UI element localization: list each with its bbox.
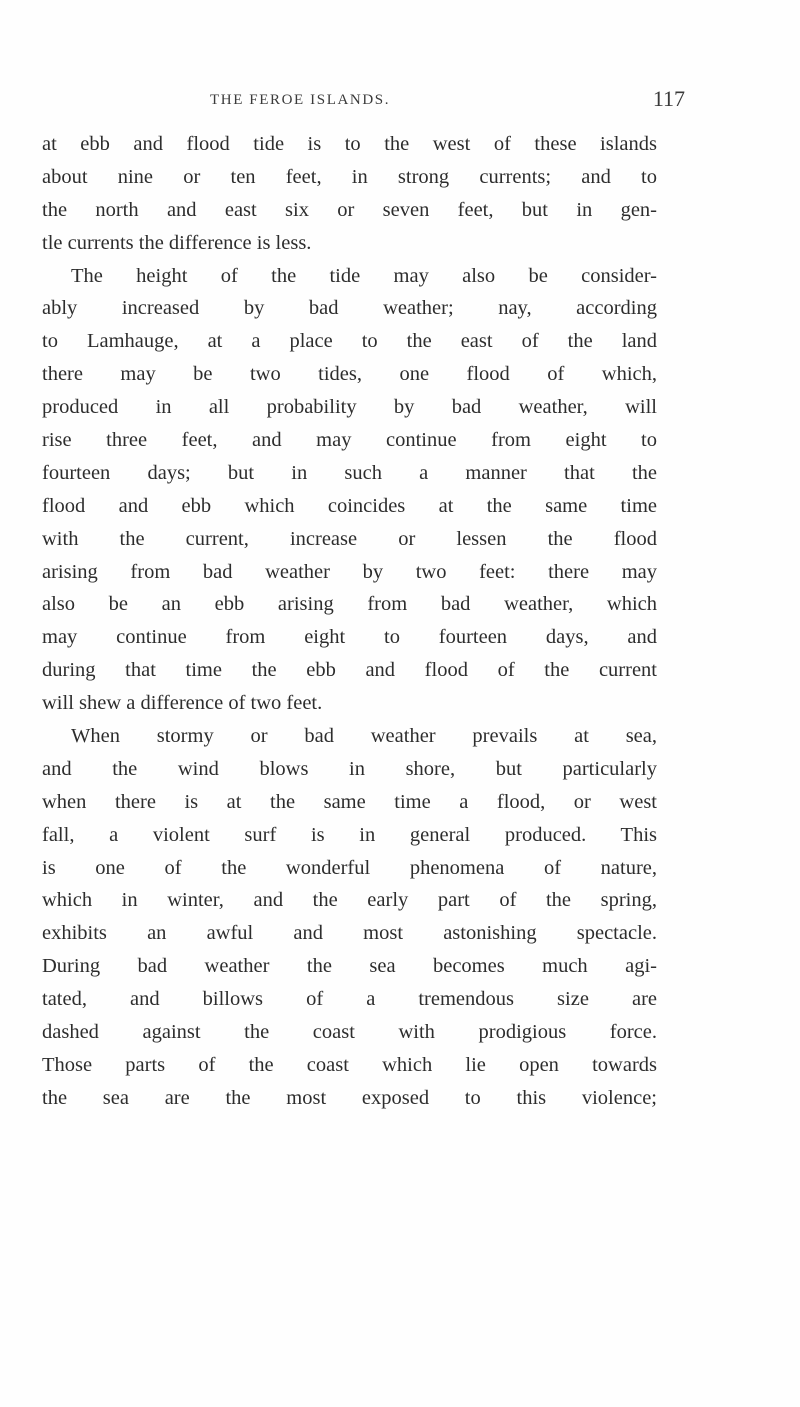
text-line: during that time the ebb and flood of the current [42,659,657,682]
text-line: tle currents the difference is less. [42,231,312,254]
text-line: dashed against the coast with prodigious force. [42,1021,657,1044]
text-line: fourteen days; but in such a manner that the [42,461,657,484]
text-line: arising from bad weather by two feet: there may [42,560,657,583]
running-title: THE FEROE ISLANDS. [210,92,391,108]
text-line: the north and east six or seven feet, but in gen- [42,198,657,221]
text-line: rise three feet, and may continue from eight to [42,429,657,452]
text-line: ably increased by bad weather; nay, according [42,297,657,320]
text-line: the sea are the most exposed to this violence; [42,1086,657,1109]
text-line: when there is at the same time a flood, or west [42,790,657,813]
text-line: is one of the wonderful phenomena of nature, [42,856,657,879]
text-line: flood and ebb which coincides at the same time [42,494,657,517]
body-text [42,128,657,1115]
page-number: 117 [652,86,685,111]
text-line: with the current, increase or lessen the flood [42,527,657,550]
text-line: exhibits an awful and most astonishing spectacle. [42,922,657,945]
text-line: The height of the tide may also be consider- [71,264,657,287]
text-line: produced in all probability by bad weather, will [42,396,657,419]
text-line: also be an ebb arising from bad weather, which [42,593,657,616]
text-line: at ebb and flood tide is to the west of these islands [42,133,657,155]
text-line: tated, and billows of a tremendous size are [42,988,657,1011]
text-line: there may be two tides, one flood of which, [42,363,657,386]
text-line: which in winter, and the early part of the spring, [42,889,657,912]
text-line: During bad weather the sea becomes much agi- [42,955,657,978]
text-line: fall, a violent surf is in general produced. This [42,823,657,846]
text-line: and the wind blows in shore, but particularly [42,757,657,780]
text-line: will shew a difference of two feet. [42,692,323,715]
text-line: to Lamhauge, at a place to the east of the land [42,330,657,353]
text-line: about nine or ten feet, in strong currents; and to [42,165,657,188]
running-head [210,86,685,120]
text-line: may continue from eight to fourteen days, and [42,626,657,649]
text-line: Those parts of the coast which lie open towards [42,1053,657,1076]
text-line: When stormy or bad weather prevails at sea, [71,725,657,748]
